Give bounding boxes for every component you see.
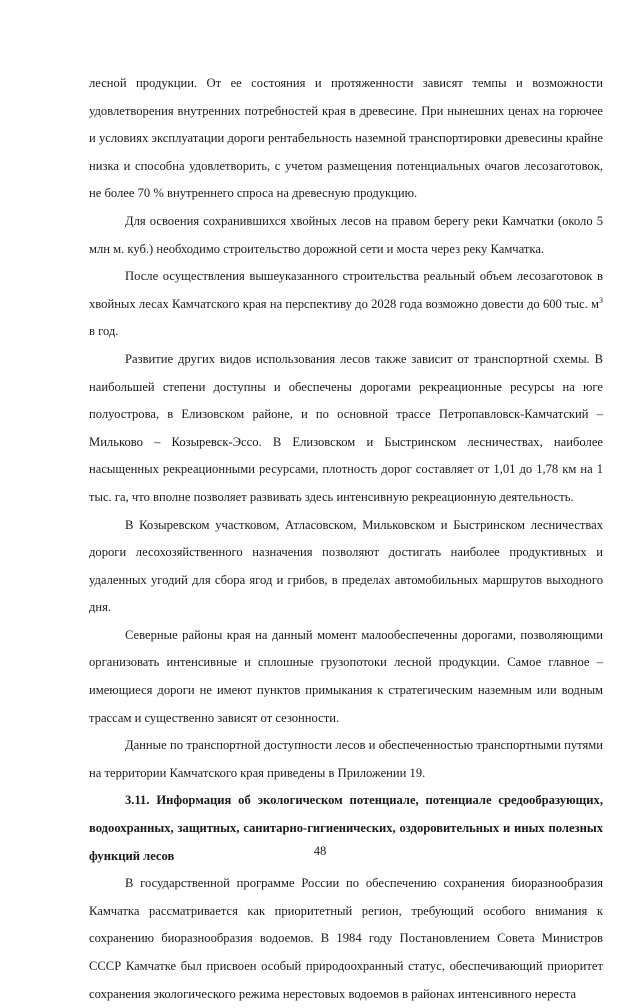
harvest-volume-tail: в год. xyxy=(89,324,119,339)
paragraph-northern-regions: Северные районы края на данный момент малообеспеченны дорогами, позволяющими организовать интенсивные и сплошные грузопотоки лесной продукции. Самое главное – имеющиеся дороги не имеют пунктов примыкания к стратегическим наземным или водным трассам и существенно зависят от сезонности. xyxy=(89,627,603,725)
section-heading: 3.11. Информация об экологическом потенциале, потенциале средообразующих, водоохранных, защитных, санитарно-гигиенических, оздоровительных и иных полезных функций лесов xyxy=(89,793,603,863)
paragraph-coniferous-forests: Для освоения сохранившихся хвойных лесов на правом берегу реки Камчатки (около 5 млн м. куб.) необходимо строительство дорожной сети и моста через реку Камчатка. xyxy=(89,213,603,256)
paragraph-forest-products: лесной продукции. От ее состояния и протяженности зависят темпы и возможности удовлетворения внутренних потребностей края в древесине. При нынешних ценах на горючее и условиях эксплуатации дороги рентабельность наземной транспортировки древесины крайне низка и способна удовлетворить, с учетом размещения потенциальных очагов лесозаготовок, не более 70 % внутреннего спроса на древесную продукцию. xyxy=(89,76,603,201)
paragraph-berry-roads: В Козыревском участковом, Атласовском, Мильковском и Быстринском лесничествах дороги лесохозяйственного назначения позволяют достигать наиболее продуктивных и удаленных угодий для сбора ягод и грибов, в пределах автомобильных маршрутов выходного дня. xyxy=(89,517,603,615)
document-page xyxy=(89,70,603,1008)
harvest-volume-text: После осуществления вышеуказанного строительства реальный объем лесозаготовок в хвойных лесах Камчатского края на перспективу до 2028 года возможно довести до 600 тыс. м xyxy=(89,269,603,311)
paragraph-recreation: Развитие других видов использования лесов также зависит от транспортной схемы. В наибольшей степени доступны и обеспечены дорогами рекреационные ресурсы на юге полуострова, в Елизовском районе, и по основной трассе Петропавловск-Камчатский – Мильково – Козыревск-Эссо. В Елизовском и Быстринском лесничествах, наиболее насыщенных рекреационными ресурсами, плотность дорог составляет от 1,01 до 1,78 км на 1 тыс. га, что вполне позволяет развивать здесь интенсивную рекреационную деятельность. xyxy=(89,351,603,504)
paragraph-biodiversity: В государственной программе России по обеспечению сохранения биоразнообразия Камчатка рассматривается как приоритетный регион, требующий особого внимания к сохранению биоразнообразия водоемов. В 1984 году Постановлением Совета Министров СССР Камчатке был присвоен особый природоохранный статус, обеспечивающий приоритет сохранения экологического режима нерестовых водоемов в районах интенсивного нереста xyxy=(89,876,603,1001)
volume-superscript: 3 xyxy=(599,295,603,305)
page-number: 48 xyxy=(313,844,327,858)
paragraph-harvest-volume xyxy=(89,263,603,346)
paragraph-appendix-reference: Данные по транспортной доступности лесов и обеспеченностью транспортными путями на территории Камчатского края приведены в Приложении 19. xyxy=(89,738,603,780)
